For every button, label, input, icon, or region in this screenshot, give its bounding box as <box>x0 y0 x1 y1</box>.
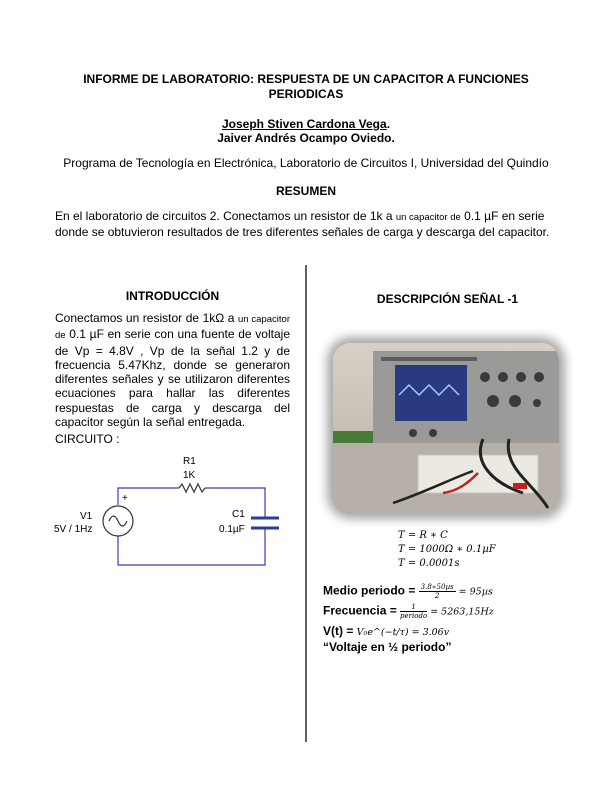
frequency-numerator: 1 <box>400 603 427 612</box>
resistor-value: 1K <box>183 470 196 481</box>
description-heading: DESCRIPCIÓN SEÑAL -1 <box>376 292 519 306</box>
half-period-line <box>323 583 493 600</box>
oscilloscope-photo <box>333 343 559 513</box>
equation-tau-definition: T = R ∗ C <box>398 530 448 541</box>
abstract-text <box>55 209 560 240</box>
frequency-line <box>323 603 494 620</box>
source-value: 5V / 1Hz <box>54 524 93 535</box>
source-plus: + <box>122 493 128 504</box>
voltage-expression: V₀e^(−t/τ) = 3.06v <box>356 627 450 638</box>
frequency-denominator: periodo <box>400 612 428 620</box>
equation-tau-substitution: T = 1000Ω ∗ 0.1µF <box>398 544 496 555</box>
equation-tau-result: T = 0.0001s <box>398 558 460 569</box>
frequency-fraction <box>400 603 427 620</box>
intro-text-small: un capacitor de <box>55 314 290 342</box>
voltage-line <box>323 624 449 638</box>
intro-text-b: 0.1 µF en serie con una fuente de voltaje de Vp = 4.8V , Vp de la señal 1.2 y de frecuencia 5.47Khz, donde se generaron diferentes señales y se utilizaron diferentes ecuaciones para hallar las diferentes respuestas de carga y descarga del capacitor según la señal entregada. <box>55 327 290 430</box>
frequency-result: = 5263,15Hz <box>427 606 494 618</box>
abstract-text-small: un capacitor de <box>395 212 461 223</box>
abstract-text-b: 0.1 µF en serie donde se obtuvieron resultados de tres diferentes señales de carga y descarga del capacitor. <box>55 209 550 239</box>
author-1-name: Joseph Stiven Cardona Vega <box>221 117 387 131</box>
column-divider <box>305 265 307 742</box>
source-name: V1 <box>80 511 93 522</box>
half-period-fraction <box>419 583 456 600</box>
circuit-diagram <box>52 450 292 575</box>
capacitor-name: C1 <box>232 509 245 520</box>
affiliation: Programa de Tecnología en Electrónica, Laboratorio de Circuitos I, Universidad del Quindío <box>63 156 549 170</box>
paper-title: INFORME DE LABORATORIO: RESPUESTA DE UN CAPACITOR A FUNCIONES PERIODICAS <box>83 72 529 101</box>
intro-text-a: Conectamos un resistor de 1kΩ a <box>55 311 239 325</box>
abstract-text-a: En el laboratorio de circuitos 2. Conectamos un resistor de 1k a <box>55 209 396 223</box>
half-period-label: Medio periodo = <box>323 583 419 598</box>
lab-photo <box>333 343 559 513</box>
half-period-numerator: 3.8∗50µs <box>420 583 454 591</box>
resistor-name: R1 <box>183 456 196 467</box>
author-line-1 <box>0 117 612 131</box>
capacitor-value: 0.1µF <box>219 524 245 535</box>
resistor-symbol <box>179 484 205 492</box>
voltage-label: V(t) = <box>323 624 357 638</box>
voltage-caption: “Voltaje en ½ periodo” <box>323 640 452 654</box>
half-period-denominator: 2 <box>434 592 440 600</box>
author-line-2: Jaiver Andrés Ocampo Oviedo. <box>217 131 395 145</box>
circuit-label: CIRCUITO : <box>55 432 120 446</box>
half-period-result: = 95µs <box>455 586 493 598</box>
frequency-label: Frecuencia = <box>323 603 401 618</box>
intro-heading: INTRODUCCIÓN <box>125 289 220 303</box>
author-1-suffix: . <box>386 117 391 131</box>
resumen-heading: RESUMEN <box>275 184 336 198</box>
intro-text <box>55 311 290 429</box>
